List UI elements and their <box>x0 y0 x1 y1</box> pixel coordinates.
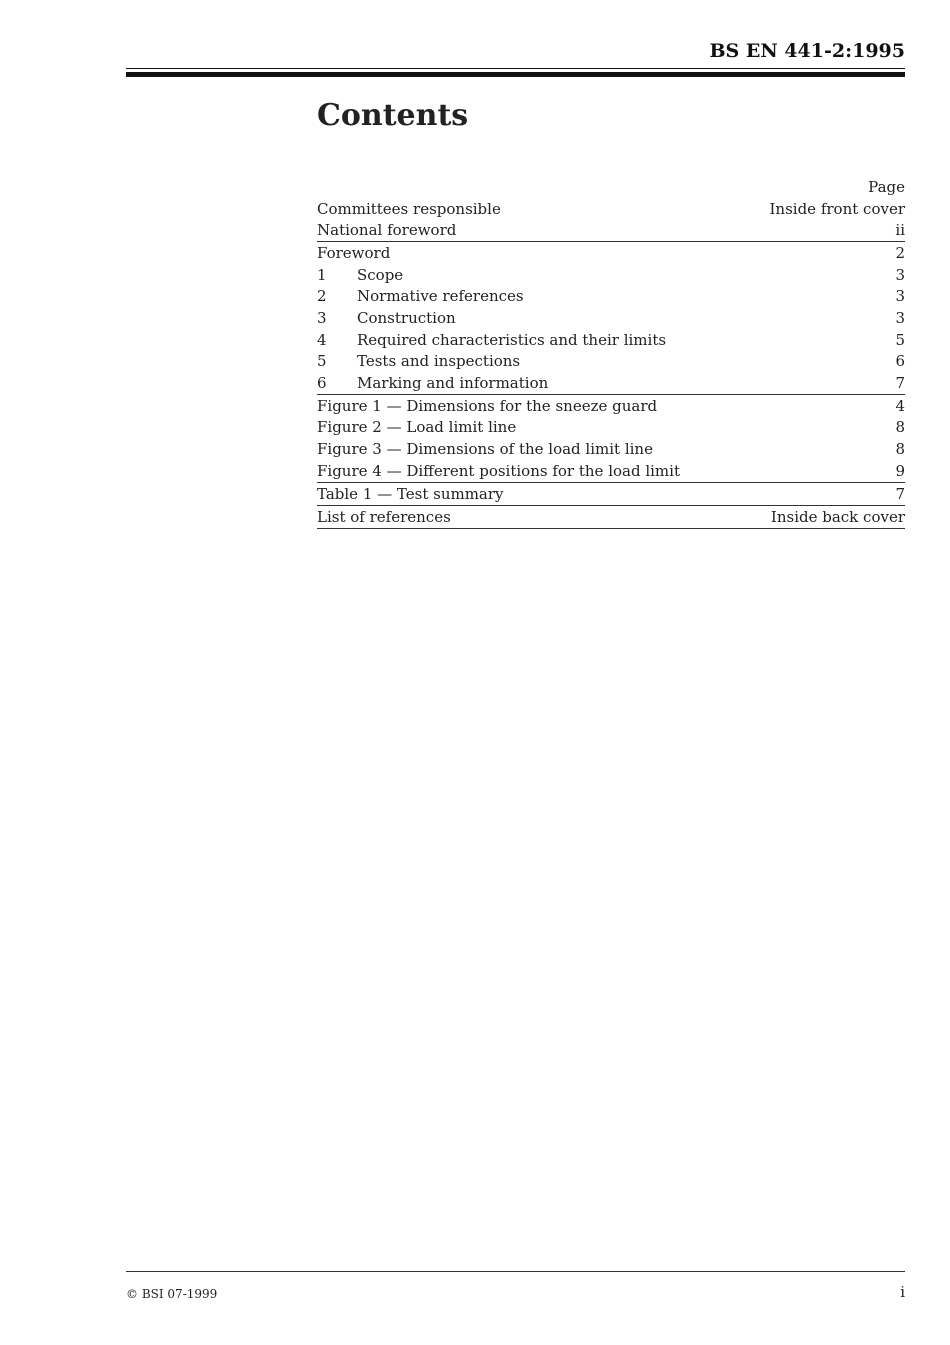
toc-entry-title <box>317 199 501 221</box>
toc-entry-page: 3 <box>895 308 905 327</box>
toc-entry-page: 2 <box>895 244 905 263</box>
toc-entry-page: 4 <box>895 396 905 415</box>
toc-entry-title <box>317 396 657 418</box>
toc-entry[interactable] <box>317 199 905 221</box>
toc-entry-title <box>317 330 666 352</box>
toc-entry-page: Inside front cover <box>769 199 905 218</box>
toc-entry-title <box>317 308 456 330</box>
toc-entry-label: Tests and inspections <box>357 352 521 371</box>
toc-entry-label: Figure 2 — Load limit line <box>317 418 517 437</box>
toc-entry-label: Marking and information <box>357 373 549 392</box>
toc-entry-title <box>317 507 451 529</box>
toc-entry-number: 6 <box>317 373 327 392</box>
toc-entry-title <box>317 351 520 373</box>
toc-entry-page: 6 <box>895 352 905 371</box>
table-of-contents <box>317 177 905 530</box>
toc-entry[interactable] <box>317 351 905 373</box>
toc-entry-label: Required characteristics and their limits <box>357 330 667 349</box>
document-id: BS EN 441-2:1995 <box>709 40 905 62</box>
toc-entry-title <box>317 417 516 439</box>
toc-entry-label: Table 1 — Test summary <box>317 484 504 503</box>
toc-entry-label: Normative references <box>357 287 524 306</box>
copyright-notice: © BSI 07-1999 <box>126 1287 218 1301</box>
toc-entry-label: Scope <box>357 265 404 284</box>
toc-entry-page: 8 <box>895 418 905 437</box>
toc-entry-title <box>317 373 548 395</box>
toc-entry[interactable] <box>317 265 905 287</box>
toc-entry[interactable] <box>317 484 905 506</box>
toc-entry-number: 4 <box>317 330 327 349</box>
toc-entry-label: Foreword <box>317 244 391 263</box>
toc-entry-title <box>317 286 524 308</box>
toc-entries <box>317 199 905 529</box>
toc-entry-title <box>317 243 390 265</box>
toc-page-heading: Page <box>868 178 905 196</box>
toc-entry-page: 3 <box>895 287 905 306</box>
toc-entry-page: 5 <box>895 330 905 349</box>
toc-entry[interactable] <box>317 461 905 483</box>
toc-entry[interactable] <box>317 507 905 529</box>
toc-entry[interactable] <box>317 417 905 439</box>
toc-entry-label: Figure 4 — Different positions for the load limit <box>317 461 680 480</box>
toc-entry[interactable] <box>317 373 905 395</box>
toc-entry-page: 7 <box>895 484 905 503</box>
toc-entry-page: ii <box>895 221 905 240</box>
toc-entry[interactable] <box>317 308 905 330</box>
toc-entry-label: Construction <box>357 308 456 327</box>
toc-entry-title <box>317 265 403 287</box>
toc-entry[interactable] <box>317 243 905 265</box>
footer-rule <box>126 1271 905 1272</box>
toc-entry-title <box>317 484 504 506</box>
toc-entry-page: 9 <box>895 461 905 480</box>
toc-entry-page: Inside back cover <box>770 507 905 526</box>
toc-entry-title <box>317 439 653 461</box>
toc-entry-number: 2 <box>317 287 327 306</box>
toc-entry-label: Committees responsible <box>317 199 501 218</box>
toc-entry[interactable] <box>317 439 905 461</box>
toc-entry-label: National foreword <box>317 221 457 240</box>
toc-entry-page: 7 <box>895 373 905 392</box>
toc-entry-number: 5 <box>317 352 327 371</box>
toc-entry[interactable] <box>317 220 905 242</box>
toc-entry[interactable] <box>317 330 905 352</box>
toc-entry-number: 1 <box>317 265 327 284</box>
page-title: Contents <box>317 98 469 133</box>
toc-entry-label: Figure 1 — Dimensions for the sneeze guard <box>317 396 658 415</box>
toc-entry-page: 3 <box>895 265 905 284</box>
header-rule-thin <box>126 68 905 69</box>
toc-entry-label: Figure 3 — Dimensions of the load limit line <box>317 439 653 458</box>
toc-entry-page: 8 <box>895 439 905 458</box>
toc-entry-title <box>317 461 680 483</box>
toc-entry-label: List of references <box>317 507 451 526</box>
toc-entry[interactable] <box>317 396 905 418</box>
header-rule-thick <box>126 72 905 77</box>
toc-entry[interactable] <box>317 286 905 308</box>
page-number: i <box>900 1283 905 1301</box>
toc-entry-title <box>317 220 456 242</box>
toc-entry-number: 3 <box>317 308 327 327</box>
